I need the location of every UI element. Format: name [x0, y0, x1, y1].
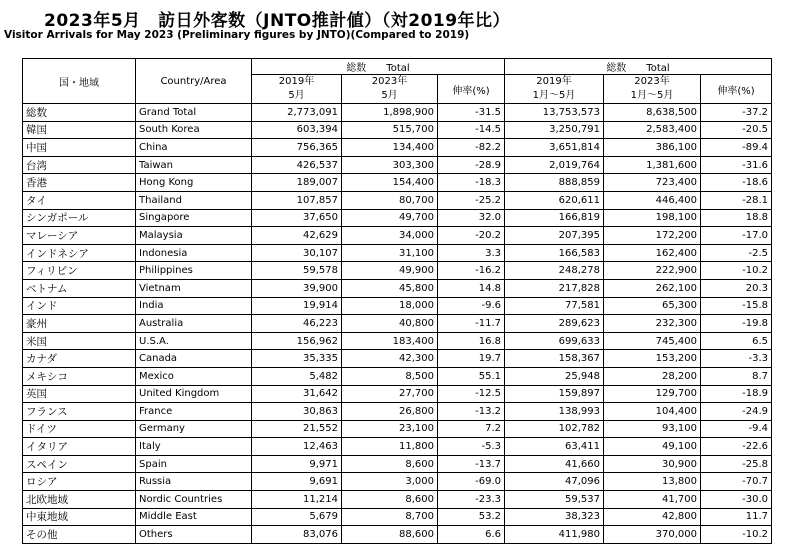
cell-country-ja: 北欧地域: [23, 491, 136, 509]
cell-may-2023: 515,700: [342, 121, 438, 139]
cell-growth-may: 3.3: [438, 244, 505, 262]
cell-country-ja: マレーシア: [23, 227, 136, 245]
cell-growth-ytd: -89.4: [701, 139, 772, 157]
header-group-may: 総数 Total: [252, 59, 505, 75]
cell-country-en: Hong Kong: [136, 174, 252, 192]
cell-country-en: Taiwan: [136, 156, 252, 174]
header-may2023-year: 2023年: [371, 76, 408, 87]
cell-may-2019: 426,537: [252, 156, 342, 174]
cell-growth-ytd: -31.6: [701, 156, 772, 174]
cell-growth-may: -31.5: [438, 104, 505, 122]
cell-may-2023: 80,700: [342, 191, 438, 209]
cell-ytd-2019: 102,782: [505, 420, 604, 438]
cell-may-2023: 303,300: [342, 156, 438, 174]
cell-growth-ytd: 20.3: [701, 279, 772, 297]
cell-may-2023: 11,800: [342, 438, 438, 456]
table-row: [23, 332, 772, 350]
cell-may-2019: 30,107: [252, 244, 342, 262]
header-group-ytd: 総数 Total: [505, 59, 772, 75]
cell-growth-may: -11.7: [438, 315, 505, 333]
table-row: [23, 350, 772, 368]
cell-ytd-2019: 3,651,814: [505, 139, 604, 157]
cell-ytd-2019: 411,980: [505, 526, 604, 544]
table-row: [23, 297, 772, 315]
cell-growth-may: -9.6: [438, 297, 505, 315]
cell-may-2019: 603,394: [252, 121, 342, 139]
cell-growth-may: 6.6: [438, 526, 505, 544]
cell-growth-may: 16.8: [438, 332, 505, 350]
header-country-en: Country/Area: [136, 59, 252, 104]
cell-may-2019: 83,076: [252, 526, 342, 544]
table-row: [23, 121, 772, 139]
cell-may-2019: 42,629: [252, 227, 342, 245]
cell-country-en: United Kingdom: [136, 385, 252, 403]
cell-may-2019: 189,007: [252, 174, 342, 192]
cell-growth-may: -16.2: [438, 262, 505, 280]
cell-ytd-2019: 41,660: [505, 455, 604, 473]
header-may2019-month: 5月: [288, 90, 305, 101]
cell-may-2023: 183,400: [342, 332, 438, 350]
cell-ytd-2019: 166,583: [505, 244, 604, 262]
cell-may-2019: 21,552: [252, 420, 342, 438]
cell-country-ja: タイ: [23, 191, 136, 209]
header-may2019-year: 2019年: [278, 76, 315, 87]
cell-ytd-2019: 77,581: [505, 297, 604, 315]
table-row: [23, 438, 772, 456]
cell-growth-may: -5.3: [438, 438, 505, 456]
cell-country-en: Middle East: [136, 508, 252, 526]
cell-growth-ytd: -18.6: [701, 174, 772, 192]
cell-country-en: Italy: [136, 438, 252, 456]
cell-may-2019: 35,335: [252, 350, 342, 368]
cell-country-ja: インドネシア: [23, 244, 136, 262]
cell-may-2023: 154,400: [342, 174, 438, 192]
cell-may-2023: 45,800: [342, 279, 438, 297]
cell-ytd-2023: 162,400: [604, 244, 701, 262]
cell-growth-may: 55.1: [438, 367, 505, 385]
cell-ytd-2019: 13,753,573: [505, 104, 604, 122]
cell-ytd-2019: 38,323: [505, 508, 604, 526]
cell-ytd-2023: 41,700: [604, 491, 701, 509]
table-row: [23, 174, 772, 192]
cell-growth-ytd: -19.8: [701, 315, 772, 333]
cell-country-en: Others: [136, 526, 252, 544]
cell-may-2023: 3,000: [342, 473, 438, 491]
cell-ytd-2023: 49,100: [604, 438, 701, 456]
cell-growth-ytd: -28.1: [701, 191, 772, 209]
cell-may-2023: 8,500: [342, 367, 438, 385]
table-row: [23, 455, 772, 473]
cell-may-2023: 8,700: [342, 508, 438, 526]
cell-ytd-2023: 2,583,400: [604, 121, 701, 139]
page-title: 2023年5月 訪日外客数（JNTO推計値）（対2019年比）: [44, 11, 511, 31]
cell-ytd-2019: 888,859: [505, 174, 604, 192]
cell-country-ja: フィリピン: [23, 262, 136, 280]
page-subtitle: Visitor Arrivals for May 2023 (Preliminary figures by JNTO)(Compared to 2019): [4, 29, 470, 41]
cell-growth-ytd: -18.9: [701, 385, 772, 403]
cell-country-en: U.S.A.: [136, 332, 252, 350]
cell-ytd-2023: 8,638,500: [604, 104, 701, 122]
cell-growth-ytd: -9.4: [701, 420, 772, 438]
cell-growth-ytd: 6.5: [701, 332, 772, 350]
table-row: [23, 385, 772, 403]
cell-growth-may: -69.0: [438, 473, 505, 491]
cell-growth-ytd: -20.5: [701, 121, 772, 139]
cell-growth-ytd: -37.2: [701, 104, 772, 122]
table-row: [23, 420, 772, 438]
cell-country-ja: カナダ: [23, 350, 136, 368]
cell-growth-ytd: -17.0: [701, 227, 772, 245]
table-row: [23, 262, 772, 280]
cell-may-2023: 8,600: [342, 491, 438, 509]
cell-ytd-2019: 248,278: [505, 262, 604, 280]
cell-country-en: Nordic Countries: [136, 491, 252, 509]
cell-ytd-2019: 699,633: [505, 332, 604, 350]
cell-country-en: Canada: [136, 350, 252, 368]
cell-ytd-2019: 63,411: [505, 438, 604, 456]
cell-ytd-2023: 745,400: [604, 332, 701, 350]
cell-may-2023: 88,600: [342, 526, 438, 544]
cell-country-en: Philippines: [136, 262, 252, 280]
cell-may-2023: 26,800: [342, 403, 438, 421]
cell-may-2023: 23,100: [342, 420, 438, 438]
cell-may-2019: 2,773,091: [252, 104, 342, 122]
cell-may-2023: 1,898,900: [342, 104, 438, 122]
cell-ytd-2023: 42,800: [604, 508, 701, 526]
cell-growth-ytd: -10.2: [701, 262, 772, 280]
cell-country-ja: 香港: [23, 174, 136, 192]
cell-country-ja: シンガポール: [23, 209, 136, 227]
cell-ytd-2023: 65,300: [604, 297, 701, 315]
visitor-arrivals-table: [22, 58, 772, 544]
cell-country-ja: 総数: [23, 104, 136, 122]
cell-ytd-2019: 159,897: [505, 385, 604, 403]
table-row: [23, 367, 772, 385]
cell-ytd-2023: 386,100: [604, 139, 701, 157]
cell-may-2023: 8,600: [342, 455, 438, 473]
table-row: [23, 508, 772, 526]
cell-growth-may: 14.8: [438, 279, 505, 297]
cell-growth-ytd: 11.7: [701, 508, 772, 526]
cell-growth-may: -25.2: [438, 191, 505, 209]
cell-growth-ytd: -70.7: [701, 473, 772, 491]
cell-ytd-2023: 104,400: [604, 403, 701, 421]
header-may2023-month: 5月: [381, 90, 398, 101]
cell-growth-ytd: 18.8: [701, 209, 772, 227]
cell-growth-ytd: 8.7: [701, 367, 772, 385]
cell-may-2019: 9,691: [252, 473, 342, 491]
table-row: [23, 191, 772, 209]
cell-may-2019: 156,962: [252, 332, 342, 350]
cell-may-2023: 49,700: [342, 209, 438, 227]
cell-ytd-2019: 158,367: [505, 350, 604, 368]
cell-country-ja: 中国: [23, 139, 136, 157]
cell-growth-ytd: -22.6: [701, 438, 772, 456]
cell-may-2019: 12,463: [252, 438, 342, 456]
cell-ytd-2023: 93,100: [604, 420, 701, 438]
cell-growth-may: -18.3: [438, 174, 505, 192]
cell-growth-may: 53.2: [438, 508, 505, 526]
cell-growth-may: -82.2: [438, 139, 505, 157]
cell-growth-ytd: -10.2: [701, 526, 772, 544]
cell-ytd-2019: 207,395: [505, 227, 604, 245]
cell-ytd-2019: 289,623: [505, 315, 604, 333]
cell-country-en: Grand Total: [136, 104, 252, 122]
cell-may-2019: 31,642: [252, 385, 342, 403]
cell-may-2019: 756,365: [252, 139, 342, 157]
table-body: [23, 104, 772, 544]
cell-growth-ytd: -3.3: [701, 350, 772, 368]
table-row: [23, 104, 772, 122]
cell-country-ja: 韓国: [23, 121, 136, 139]
cell-country-ja: ドイツ: [23, 420, 136, 438]
cell-ytd-2019: 25,948: [505, 367, 604, 385]
cell-growth-ytd: -24.9: [701, 403, 772, 421]
cell-growth-may: 32.0: [438, 209, 505, 227]
table-row: [23, 473, 772, 491]
header-ytd2019: [505, 75, 604, 104]
table-row: [23, 139, 772, 157]
header-country-ja: 国・地域: [23, 59, 136, 104]
cell-country-en: France: [136, 403, 252, 421]
table-row: [23, 244, 772, 262]
header-ytd2019-year: 2019年: [536, 76, 572, 87]
cell-country-en: Malaysia: [136, 227, 252, 245]
cell-growth-may: -14.5: [438, 121, 505, 139]
cell-country-ja: 英国: [23, 385, 136, 403]
cell-country-ja: ベトナム: [23, 279, 136, 297]
cell-ytd-2023: 370,000: [604, 526, 701, 544]
cell-growth-may: -23.3: [438, 491, 505, 509]
cell-ytd-2019: 620,611: [505, 191, 604, 209]
cell-country-en: India: [136, 297, 252, 315]
cell-country-en: Thailand: [136, 191, 252, 209]
cell-ytd-2023: 28,200: [604, 367, 701, 385]
cell-ytd-2023: 30,900: [604, 455, 701, 473]
cell-country-ja: 中東地域: [23, 508, 136, 526]
cell-may-2019: 5,679: [252, 508, 342, 526]
cell-growth-ytd: -30.0: [701, 491, 772, 509]
header-ytd2019-range: 1月～5月: [532, 90, 576, 101]
cell-country-en: Vietnam: [136, 279, 252, 297]
cell-growth-may: -13.2: [438, 403, 505, 421]
cell-ytd-2019: 2,019,764: [505, 156, 604, 174]
cell-country-ja: メキシコ: [23, 367, 136, 385]
cell-country-ja: スペイン: [23, 455, 136, 473]
cell-may-2019: 19,914: [252, 297, 342, 315]
cell-country-en: South Korea: [136, 121, 252, 139]
cell-country-ja: 豪州: [23, 315, 136, 333]
cell-may-2023: 42,300: [342, 350, 438, 368]
cell-country-en: Mexico: [136, 367, 252, 385]
cell-ytd-2019: 166,819: [505, 209, 604, 227]
cell-country-en: Germany: [136, 420, 252, 438]
table-row: [23, 491, 772, 509]
cell-country-ja: 台湾: [23, 156, 136, 174]
cell-may-2019: 9,971: [252, 455, 342, 473]
cell-may-2023: 34,000: [342, 227, 438, 245]
cell-ytd-2023: 1,381,600: [604, 156, 701, 174]
cell-growth-may: -20.2: [438, 227, 505, 245]
cell-ytd-2023: 222,900: [604, 262, 701, 280]
header-ytd2023: [604, 75, 701, 104]
cell-may-2023: 49,900: [342, 262, 438, 280]
cell-ytd-2023: 198,100: [604, 209, 701, 227]
cell-country-ja: 米国: [23, 332, 136, 350]
cell-country-ja: インド: [23, 297, 136, 315]
cell-growth-ytd: -15.8: [701, 297, 772, 315]
cell-may-2023: 40,800: [342, 315, 438, 333]
cell-country-en: Australia: [136, 315, 252, 333]
cell-may-2019: 39,900: [252, 279, 342, 297]
table-row: [23, 315, 772, 333]
table-row: [23, 526, 772, 544]
cell-country-en: Indonesia: [136, 244, 252, 262]
cell-ytd-2023: 232,300: [604, 315, 701, 333]
table-row: [23, 403, 772, 421]
cell-ytd-2019: 59,537: [505, 491, 604, 509]
cell-may-2023: 134,400: [342, 139, 438, 157]
cell-ytd-2023: 153,200: [604, 350, 701, 368]
cell-ytd-2019: 138,993: [505, 403, 604, 421]
cell-country-en: Singapore: [136, 209, 252, 227]
cell-may-2019: 30,863: [252, 403, 342, 421]
cell-may-2023: 27,700: [342, 385, 438, 403]
cell-ytd-2023: 13,800: [604, 473, 701, 491]
table-row: [23, 156, 772, 174]
cell-ytd-2019: 3,250,791: [505, 121, 604, 139]
cell-country-ja: フランス: [23, 403, 136, 421]
cell-ytd-2023: 446,400: [604, 191, 701, 209]
cell-ytd-2019: 47,096: [505, 473, 604, 491]
cell-ytd-2023: 129,700: [604, 385, 701, 403]
cell-may-2019: 5,482: [252, 367, 342, 385]
cell-country-en: China: [136, 139, 252, 157]
cell-ytd-2019: 217,828: [505, 279, 604, 297]
cell-may-2019: 37,650: [252, 209, 342, 227]
header-may2019: [252, 75, 342, 104]
header-growth-may: 伸率(%): [438, 75, 505, 104]
cell-growth-may: -13.7: [438, 455, 505, 473]
cell-may-2023: 18,000: [342, 297, 438, 315]
header-may2023: [342, 75, 438, 104]
cell-growth-may: -28.9: [438, 156, 505, 174]
header-ytd2023-year: 2023年: [634, 76, 670, 87]
cell-growth-ytd: -25.8: [701, 455, 772, 473]
cell-ytd-2023: 172,200: [604, 227, 701, 245]
cell-may-2019: 107,857: [252, 191, 342, 209]
cell-country-en: Spain: [136, 455, 252, 473]
cell-ytd-2023: 262,100: [604, 279, 701, 297]
cell-country-ja: イタリア: [23, 438, 136, 456]
header-growth-ytd: 伸率(%): [701, 75, 772, 104]
cell-may-2023: 31,100: [342, 244, 438, 262]
cell-country-ja: ロシア: [23, 473, 136, 491]
cell-may-2019: 59,578: [252, 262, 342, 280]
cell-country-ja: その他: [23, 526, 136, 544]
cell-growth-may: 7.2: [438, 420, 505, 438]
cell-country-en: Russia: [136, 473, 252, 491]
table-row: [23, 279, 772, 297]
cell-growth-ytd: -2.5: [701, 244, 772, 262]
cell-growth-may: -12.5: [438, 385, 505, 403]
cell-ytd-2023: 723,400: [604, 174, 701, 192]
header-ytd2023-range: 1月～5月: [630, 90, 674, 101]
cell-growth-may: 19.7: [438, 350, 505, 368]
cell-may-2019: 46,223: [252, 315, 342, 333]
cell-may-2019: 11,214: [252, 491, 342, 509]
table-row: [23, 209, 772, 227]
table-row: [23, 227, 772, 245]
